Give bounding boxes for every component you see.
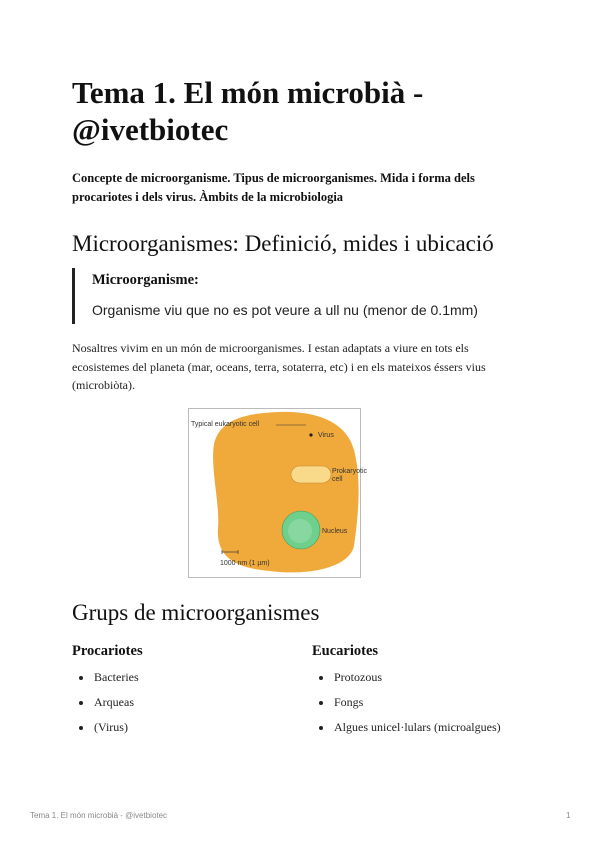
footer-page-number: 1 <box>566 811 571 820</box>
list-item <box>312 669 532 694</box>
list-item-text: (Virus) <box>94 720 128 734</box>
eukaryotes-list <box>312 669 532 744</box>
cell-size-figure <box>188 408 368 578</box>
page-subtitle: Concepte de microorganisme. Tipus de microorganismes. Mida i forma dels procariotes i dels virus. Àmbits de la microbiologia <box>72 171 475 204</box>
eukaryotes-column <box>312 643 532 744</box>
list-item-text: Fongs <box>334 695 364 709</box>
callout-body: Organisme viu que no es pot veure a ull nu (menor de 0.1mm) <box>92 302 478 318</box>
nucleus-highlight <box>288 519 312 543</box>
bullet-icon <box>319 726 323 730</box>
eukaryotic-cell-label: Typical eukaryotic cell <box>191 421 260 428</box>
list-item-text: Arqueas <box>94 695 134 709</box>
list-item-text: Protozous <box>334 670 382 684</box>
bullet-icon <box>79 726 83 730</box>
scale-label: 1000 nm (1 µm) <box>220 560 270 567</box>
list-item <box>72 719 292 744</box>
bullet-icon <box>319 701 323 705</box>
prokaryotic-label-line1: Prokaryotic <box>332 468 368 475</box>
bullet-icon <box>79 676 83 680</box>
list-item <box>312 694 532 719</box>
intro-paragraph: Nosaltres vivim en un món de microorganismes. I estan adaptats a viure en tots els ecosistemes del planeta (mar, oceans, terra, sotaterra, etc) i en els mateixos éssers vius (microbiòta). <box>72 341 486 392</box>
definition-callout <box>72 268 531 324</box>
list-item <box>312 719 532 744</box>
virus-label: Virus <box>318 432 334 439</box>
prokaryotes-title: Procariotes <box>72 643 143 659</box>
list-item-text: Algues unicel·lulars (microalgues) <box>334 720 501 734</box>
nucleus-label: Nucleus <box>322 528 348 535</box>
list-item <box>72 669 292 694</box>
prokaryotes-column <box>72 643 292 744</box>
list-item <box>72 694 292 719</box>
virus-dot <box>309 433 312 436</box>
list-item-text: Bacteries <box>94 670 139 684</box>
eukaryotes-title: Eucariotes <box>312 643 379 659</box>
page-title: Tema 1. El món microbià - @ivetbiotec <box>72 75 424 147</box>
bullet-icon <box>319 676 323 680</box>
prokaryotes-list <box>72 669 292 744</box>
callout-title: Microorganisme: <box>92 272 199 288</box>
prokaryotic-cell-shape <box>291 466 331 483</box>
eukaryotic-cell-shape <box>213 412 359 573</box>
section-heading-microorganisms: Microorganismes: Definició, mides i ubicació <box>72 231 494 256</box>
bullet-icon <box>79 701 83 705</box>
prokaryotic-label-line2: cell <box>332 476 343 483</box>
footer-title: Tema 1. El món microbià - @ivetbiotec <box>30 811 168 820</box>
section-heading-groups: Grups de microorganismes <box>72 600 320 625</box>
